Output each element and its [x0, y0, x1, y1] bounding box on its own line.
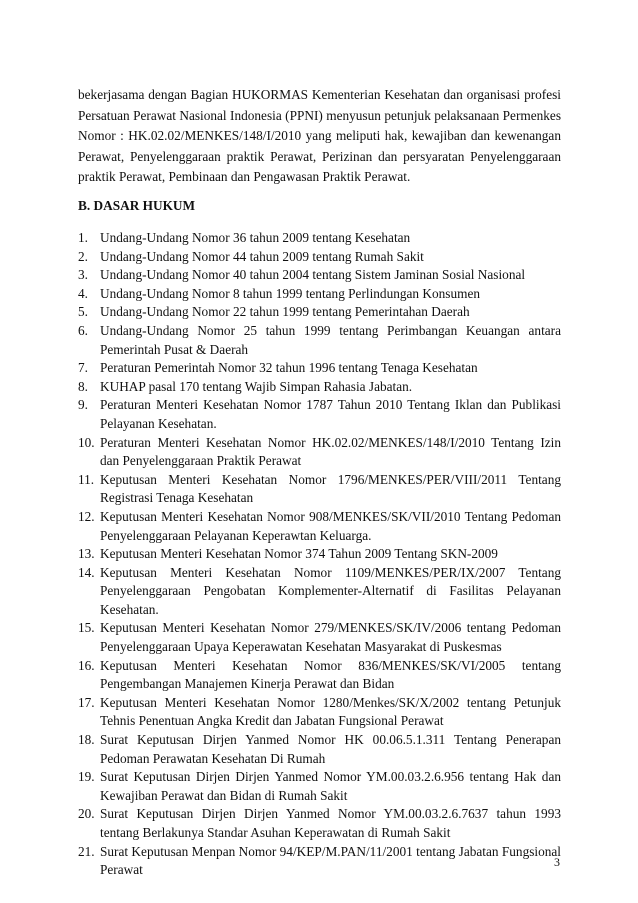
list-item-text: Keputusan Menteri Kesehatan Nomor 1796/MENKES/PER/VIII/2011 Tentang Registrasi Tenaga Kesehatan [100, 471, 561, 506]
list-item [78, 768, 561, 805]
section-heading: B. DASAR HUKUM [78, 198, 196, 213]
list-item-number: 1. [78, 230, 88, 245]
list-item [78, 657, 561, 694]
list-item-text: KUHAP pasal 170 tentang Wajib Simpan Rahasia Jabatan. [100, 378, 413, 394]
list-item [78, 508, 561, 545]
list-item [78, 843, 561, 880]
list-item-text: Undang-Undang Nomor 25 tahun 1999 tentang Perimbangan Keuangan antara Pemerintah Pusat & Daerah [100, 322, 561, 357]
list-item-number: 14. [78, 564, 95, 580]
list-item-number: 15. [78, 620, 95, 636]
list-item [78, 378, 561, 397]
list-item-text: Keputusan Menteri Kesehatan Nomor 1109/MENKES/PER/IX/2007 Tentang Penyelenggaraan Pengobatan Komplementer-Alternatif di Fasilitas Pelayanan Kesehatan. [100, 564, 561, 617]
list-item-number: 6. [78, 322, 88, 338]
list-item-number: 13. [78, 546, 95, 562]
list-item-text: Surat Keputusan Dirjen Dirjen Yanmed Nomor YM.00.03.2.6.7637 tahun 1993 tentang Berlakunya Standar Asuhan Keperawatan di Rumah Sakit [100, 806, 561, 840]
list-item-text: Surat Keputusan Menpan Nomor 94/KEP/M.PAN/11/2001 tentang Jabatan Fungsional Perawat [100, 843, 561, 878]
list-item-text: Keputusan Menteri Kesehatan Nomor 374 Tahun 2009 Tentang SKN-2009 [100, 546, 498, 562]
list-item-text: Keputusan Menteri Kesehatan Nomor 836/MENKES/SK/VI/2005 tentang Pengembangan Manajemen Kinerja Perawat dan Bidan [100, 657, 561, 692]
list-item [78, 619, 561, 656]
list-item [78, 471, 561, 508]
list-item [78, 731, 561, 768]
list-item-text: Undang-Undang Nomor 36 tahun 2009 tentang Kesehatan [100, 230, 411, 245]
list-item-number: 3. [78, 267, 88, 283]
list-item-text: Keputusan Menteri Kesehatan Nomor 279/MENKES/SK/IV/2006 tentang Pedoman Penyelenggaraan Upaya Keperawatan Kesehatan Masyarakat di Puskesmas [100, 620, 561, 655]
list-item [78, 266, 561, 285]
list-item [78, 545, 561, 564]
list-item-text: Surat Keputusan Dirjen Dirjen Yanmed Nomor YM.00.03.2.6.956 tentang Hak dan Kewajiban Perawat dan Bidan di Rumah Sakit [100, 769, 561, 803]
list-item [78, 805, 561, 842]
list-item-text: Peraturan Menteri Kesehatan Nomor 1787 Tahun 2010 Tentang Iklan dan Publikasi Pelayanan Kesehatan. [100, 397, 561, 431]
list-item-number: 8. [78, 378, 88, 394]
list-item-text: Surat Keputusan Dirjen Yanmed Nomor HK 00.06.5.1.311 Tentang Penerapan Pedoman Perawatan Kesehatan Di Rumah [100, 732, 561, 766]
list-item-number: 2. [78, 248, 88, 264]
list-item [78, 322, 561, 359]
legal-basis-list [78, 229, 561, 880]
page-number: 3 [554, 855, 560, 869]
list-item [78, 303, 561, 322]
list-item-text: Undang-Undang Nomor 8 tahun 1999 tentang Perlindungan Konsumen [100, 285, 481, 301]
list-item-number: 16. [78, 657, 95, 673]
list-item [78, 434, 561, 471]
list-item-number: 17. [78, 694, 95, 710]
list-item [78, 248, 561, 267]
list-item-number: 10. [78, 434, 95, 450]
list-item [78, 694, 561, 731]
intro-paragraph: bekerjasama dengan Bagian HUKORMAS Kementerian Kesehatan dan organisasi profesi Persatuan Perawat Nasional Indonesia (PPNI) menyusun petunjuk pelaksanaan Permenkes Nomor : HK.02.02/MENKES/148/I/2010 yang meliputi hak, kewajiban dan kewenangan Perawat, Penyelenggaraan praktik Perawat, Perizinan dan persyaratan Penyelenggaraan praktik Perawat, Pembinaan dan Pengawasan Praktik Perawat. [78, 87, 561, 185]
list-item-text: Keputusan Menteri Kesehatan Nomor 1280/Menkes/SK/X/2002 tentang Petunjuk Tehnis Penentuan Angka Kredit dan Jabatan Fungsional Perawat [100, 694, 561, 729]
list-item [78, 396, 561, 433]
list-item-text: Peraturan Menteri Kesehatan Nomor HK.02.02/MENKES/148/I/2010 Tentang Izin dan Penyelenggaraan Praktik Perawat [100, 434, 561, 469]
list-item [78, 285, 561, 304]
list-item-text: Keputusan Menteri Kesehatan Nomor 908/MENKES/SK/VII/2010 Tentang Pedoman Penyelenggaraan Pelayanan Keperawtan Keluarga. [100, 508, 561, 543]
list-item-number: 11. [78, 471, 95, 487]
list-item-number: 9. [78, 397, 88, 413]
list-item [78, 564, 561, 620]
list-item-text: Undang-Undang Nomor 22 tahun 1999 tentang Pemerintahan Daerah [100, 304, 470, 320]
list-item-text: Undang-Undang Nomor 40 tahun 2004 tentang Sistem Jaminan Sosial Nasional [100, 267, 526, 283]
list-item [78, 359, 561, 378]
list-item [78, 229, 561, 248]
list-item-text: Undang-Undang Nomor 44 tahun 2009 tentang Rumah Sakit [100, 248, 424, 264]
list-item-number: 20. [78, 806, 95, 822]
list-item-number: 4. [78, 285, 88, 301]
list-item-number: 19. [78, 769, 95, 785]
list-item-text: Peraturan Pemerintah Nomor 32 tahun 1996 tentang Tenaga Kesehatan [100, 360, 478, 376]
list-item-number: 7. [78, 360, 88, 376]
list-item-number: 18. [78, 732, 95, 748]
list-item-number: 21. [78, 843, 95, 859]
list-item-number: 5. [78, 304, 88, 320]
list-item-number: 12. [78, 508, 95, 524]
